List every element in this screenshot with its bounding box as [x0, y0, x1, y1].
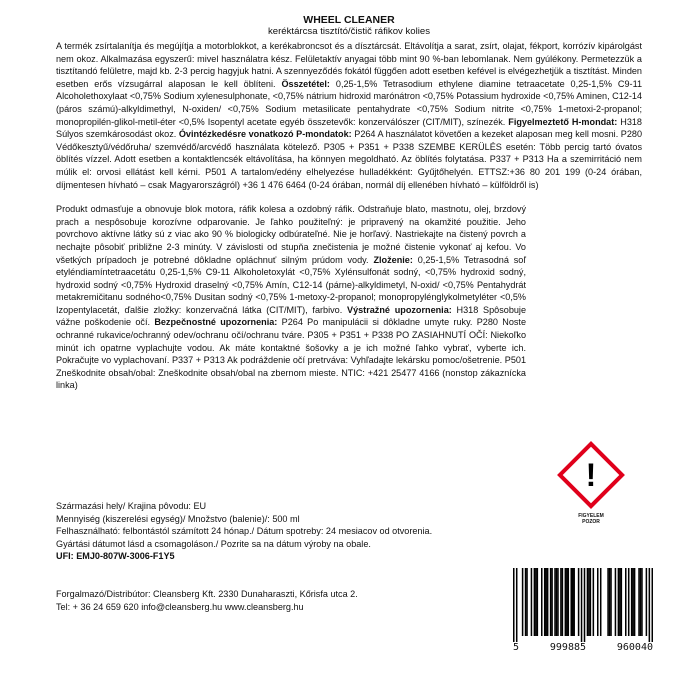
- quantity: Mennyiség (kiszerelési egység)/ Množstvo (balenie)/: 500 ml: [56, 513, 300, 524]
- ean-barcode: [513, 568, 653, 658]
- barcode-bar: [537, 568, 539, 636]
- hungarian-text: [56, 40, 642, 191]
- barcode-bar: [632, 568, 634, 636]
- barcode-bar: [652, 568, 653, 642]
- sk-hazard-statement-label: Výstražné upozornenia:: [347, 304, 452, 315]
- hu-hazard-statement-label: Figyelmeztető H-mondat:: [508, 116, 618, 127]
- product-info: [56, 500, 476, 563]
- barcode-bar: [551, 568, 553, 636]
- barcode-bar: [570, 568, 572, 636]
- hu-hazard-statement: H318 Súlyos szemkárosodást okoz.: [56, 116, 642, 140]
- barcode-bar: [641, 568, 643, 636]
- barcode-bar: [649, 568, 651, 642]
- barcode-bar: [609, 568, 611, 636]
- shelf-life: Felhasználható: felbontástól számított 24 hónap./ Dátum spotreby: 24 mesiacov od otvorenia.: [56, 526, 433, 537]
- ghs-hazard-pictogram: [549, 440, 633, 525]
- barcode-bar: [572, 568, 574, 636]
- barcode-bar: [628, 568, 630, 636]
- barcode-bar: [597, 568, 599, 636]
- barcode-bar: [522, 568, 524, 636]
- barcode-bar: [531, 568, 533, 636]
- sk-precautions: P264 Po manipulácii si dôkladne umyte ruky. P280 Noste ochranné rukavice/ochranný odev/ochranu očí/ochranu tváre. P305 + P351 + P338 PO ZASIAHNUTÍ OČÍ: Niekoľko minút ich opatrne vyplachujte vodou. Ak máte kontaktné šošovky a je ich možné ľahko vybrať, vyberte ich. Pokračujte vo vyplachovaní. P337 + P313 Ak podráždenie očí pretrváva: Vyhľadajte lekársku pomoc/ošetrenie. P501 Zneškodnite obsah/obal: Zneškodnite obsah/obal na zbernom mieste. NTIC: +421 25477 4166 (nonstop zákaznícka linka): [56, 317, 527, 391]
- hu-precaution-label: Óvintézkedésre vonatkozó P-mondatok:: [178, 129, 352, 140]
- sk-composition-label: Zloženie:: [373, 254, 413, 265]
- barcode-bar: [562, 568, 564, 636]
- barcode-left-group: 999885: [549, 642, 587, 653]
- signal-word-hu: FIGYELEM: [578, 513, 604, 519]
- sk-composition: 0,25-1,5% Tetrasodná soľ etyléndiamíntetraacetátu 0,25-1,5% C9-11 Alkoholetoxylát <0,75% Xylénsulfonát sodný, <0,75% hydroxid sodný, hydroxid sodný <0,75% Hydroxid draselný <0,75% Amín, C12-14 (párne)-alkyldimetyl, N-oxid/ <0,75% Pentahydrát metakremičitanu sodného<0,75% Dusitan sodný <0,75% 1-metoxy-2-propanol; monopropylénglykolmetyléter <0,5% Izopentylacetát, ďalšie zložky: konzervačná látka (CIT/MIT), farbivo.: [56, 254, 527, 315]
- barcode-bar: [556, 568, 558, 636]
- product-label: [56, 14, 642, 392]
- barcode-bar: [625, 568, 627, 636]
- distributor-info: [56, 588, 358, 613]
- barcode-first-digit: 5: [513, 642, 520, 653]
- barcode-bar: [547, 568, 549, 636]
- signal-word: [549, 513, 633, 525]
- slovak-text: [56, 203, 526, 392]
- barcode-bar: [578, 568, 580, 636]
- barcode-bar: [526, 568, 528, 636]
- barcode-bar: [587, 568, 589, 636]
- barcode-bar: [541, 568, 543, 636]
- distributor-contact: Tel: + 36 24 659 620 info@cleansberg.hu www.cleansberg.hu: [56, 601, 304, 612]
- barcode-bar: [525, 568, 527, 636]
- barcode-bar: [607, 568, 609, 636]
- barcode-bar: [588, 568, 590, 636]
- barcode-bar: [610, 568, 612, 636]
- barcode-bar: [535, 568, 537, 636]
- barcode-bar: [619, 568, 621, 636]
- sk-precaution-label: Bezpečnostné upozornenia:: [154, 317, 278, 328]
- barcode-bar: [590, 568, 592, 636]
- sk-hazard-statement: H318 Spôsobuje vážne poškodenie očí.: [56, 304, 527, 328]
- barcode-bar: [565, 568, 567, 636]
- barcode-bars: [513, 568, 653, 642]
- hu-composition: 0,25-1,5% Tetrasodium ethylene diamine tetraacetate 0,25-1,5% C9-11 Alcoholethoxylaat <0,75% Sodium xylenesulphonate, <0,75% nátrium hidroxid marónátron <0,75% Potassium hydroxide <0,75% Aminen, C12-14 (páros számú)-alkyldimethyl, N-oxiden/ <0,75% Sodium metasilicate pentahydrate <0,75% Sodium nitrite <0,75% 1-metoxi-2-propanol; monopropilén-glikol-metil-éter <0,5% Isopentyl acetate egyéb összetevők: konzerválószer (CIT/MIT), színezék.: [56, 78, 643, 127]
- barcode-bar: [618, 568, 620, 636]
- barcode-bar: [634, 568, 636, 636]
- barcode-bar: [615, 568, 617, 636]
- barcode-digits: [513, 642, 653, 654]
- barcode-bar: [568, 568, 570, 636]
- product-subtitle: keréktárcsa tisztító/čistič ráfikov kolies: [267, 26, 431, 37]
- barcode-bar: [550, 568, 552, 636]
- barcode-bar: [631, 568, 633, 636]
- barcode-bar: [566, 568, 568, 636]
- barcode-bar: [638, 568, 640, 636]
- barcode-bar: [534, 568, 536, 636]
- barcode-bar: [621, 568, 623, 636]
- barcode-bar: [581, 568, 583, 642]
- product-title: WHEEL CLEANER: [303, 14, 395, 26]
- ufi-code: UFI: EMJ0-807W-3006-F1Y5: [56, 551, 175, 562]
- production-date-note: Gyártási dátumot lásd a csomagoláson./ Pozrite sa na dátum výroby na obale.: [56, 538, 371, 549]
- barcode-bar: [584, 568, 586, 642]
- barcode-bar: [600, 568, 602, 636]
- barcode-bar: [560, 568, 562, 636]
- hu-description: A termék zsírtalanítja és megújítja a motorblokkot, a kerékabroncsot és a dísztárcsát. Eltávolítja a sarat, zsírt, olajat, fékport, korrózív kipárolgást nem okoz. Alkalmazása egyszerű: mivel használatra kész. Felületaktív anyagai több mint 90 %-ban lebomlanak. Nem gyúlékony. Permetezzük a tisztítandó felületre, majd kb. 2-3 percig hagyjuk hatni. A szennyeződés fokától függően adott esetben kefével is elvégezhetjük a tisztítást. Minden esetben erős vízsugárral alaposan le kell öblíteni.: [56, 41, 642, 89]
- barcode-bar: [513, 568, 515, 642]
- barcode-bar: [544, 568, 546, 636]
- barcode-bar: [646, 568, 648, 636]
- barcode-bar: [516, 568, 518, 642]
- hu-precautions: P264 A használatot követően a kezeket alaposan meg kell mosni. P280 Védőkesztyű/védőruha/ szemvédő/arcvédő használata kötelező. P305 + P351 + P338 SZEMBE KERÜLÉS esetén: Több percig tartó óvatos öblítés vízzel. Adott esetben a kontaktlencsék eltávolítása, ha könnyen megoldható. Az öblítés folytatása. P337 + P313 Ha a szemirritáció nem múlik el: orvosi ellátást kell kérni. P501 A tartalom/edény elhelyezése hulladékként: Gyűjtőhelyén. ETTSZ:+36 80 201 199 (0-24 órában, díjmentesen hívható – csak Magyarországról) +36 1 476 6464 (0-24 órában, normál díj ellenében hívható – külföldről is): [56, 129, 642, 190]
- exclamation-icon: [556, 440, 626, 510]
- barcode-bar: [573, 568, 575, 636]
- barcode-bar: [640, 568, 642, 636]
- barcode-bar: [554, 568, 556, 636]
- sk-description: Produkt odmasťuje a obnovuje blok motora, ráfik kolesa a ozdobný ráfik. Odstraňuje blato, mastnotu, olej, brzdový prach a nespôsobuje korozívne odparovanie. Je ľahko použiteľný: je pripravený na okamžité použitie. Jeho povrchovo aktívne látky sú z viac ako 90 % biologicky odbúrateľné. Nie je horľavý. Nastriekajte na čistený povrch a nechajte pôsobiť približne 2-3 minúty. V závislosti od stupňa znečistenia je možné čistenie vykonať aj kefou. Vo všetkých prípadoch je potrebné dôkladne opláchnuť silným prúdom vody.: [56, 204, 526, 265]
- signal-word-sk: POZOR: [582, 519, 600, 525]
- barcode-right-group: 960040: [616, 642, 653, 653]
- exclamation-mark: !: [585, 457, 597, 493]
- hu-composition-label: Összetétel:: [281, 78, 330, 89]
- barcode-bar: [545, 568, 547, 636]
- barcode-bar: [593, 568, 595, 636]
- origin: Származási hely/ Krajina pôvodu: EU: [56, 501, 207, 511]
- distributor-address: Forgalmazó/Distribútor: Cleansberg Kft. 2330 Dunaharaszti, Kőrisfa utca 2.: [56, 589, 358, 599]
- barcode-bar: [557, 568, 559, 636]
